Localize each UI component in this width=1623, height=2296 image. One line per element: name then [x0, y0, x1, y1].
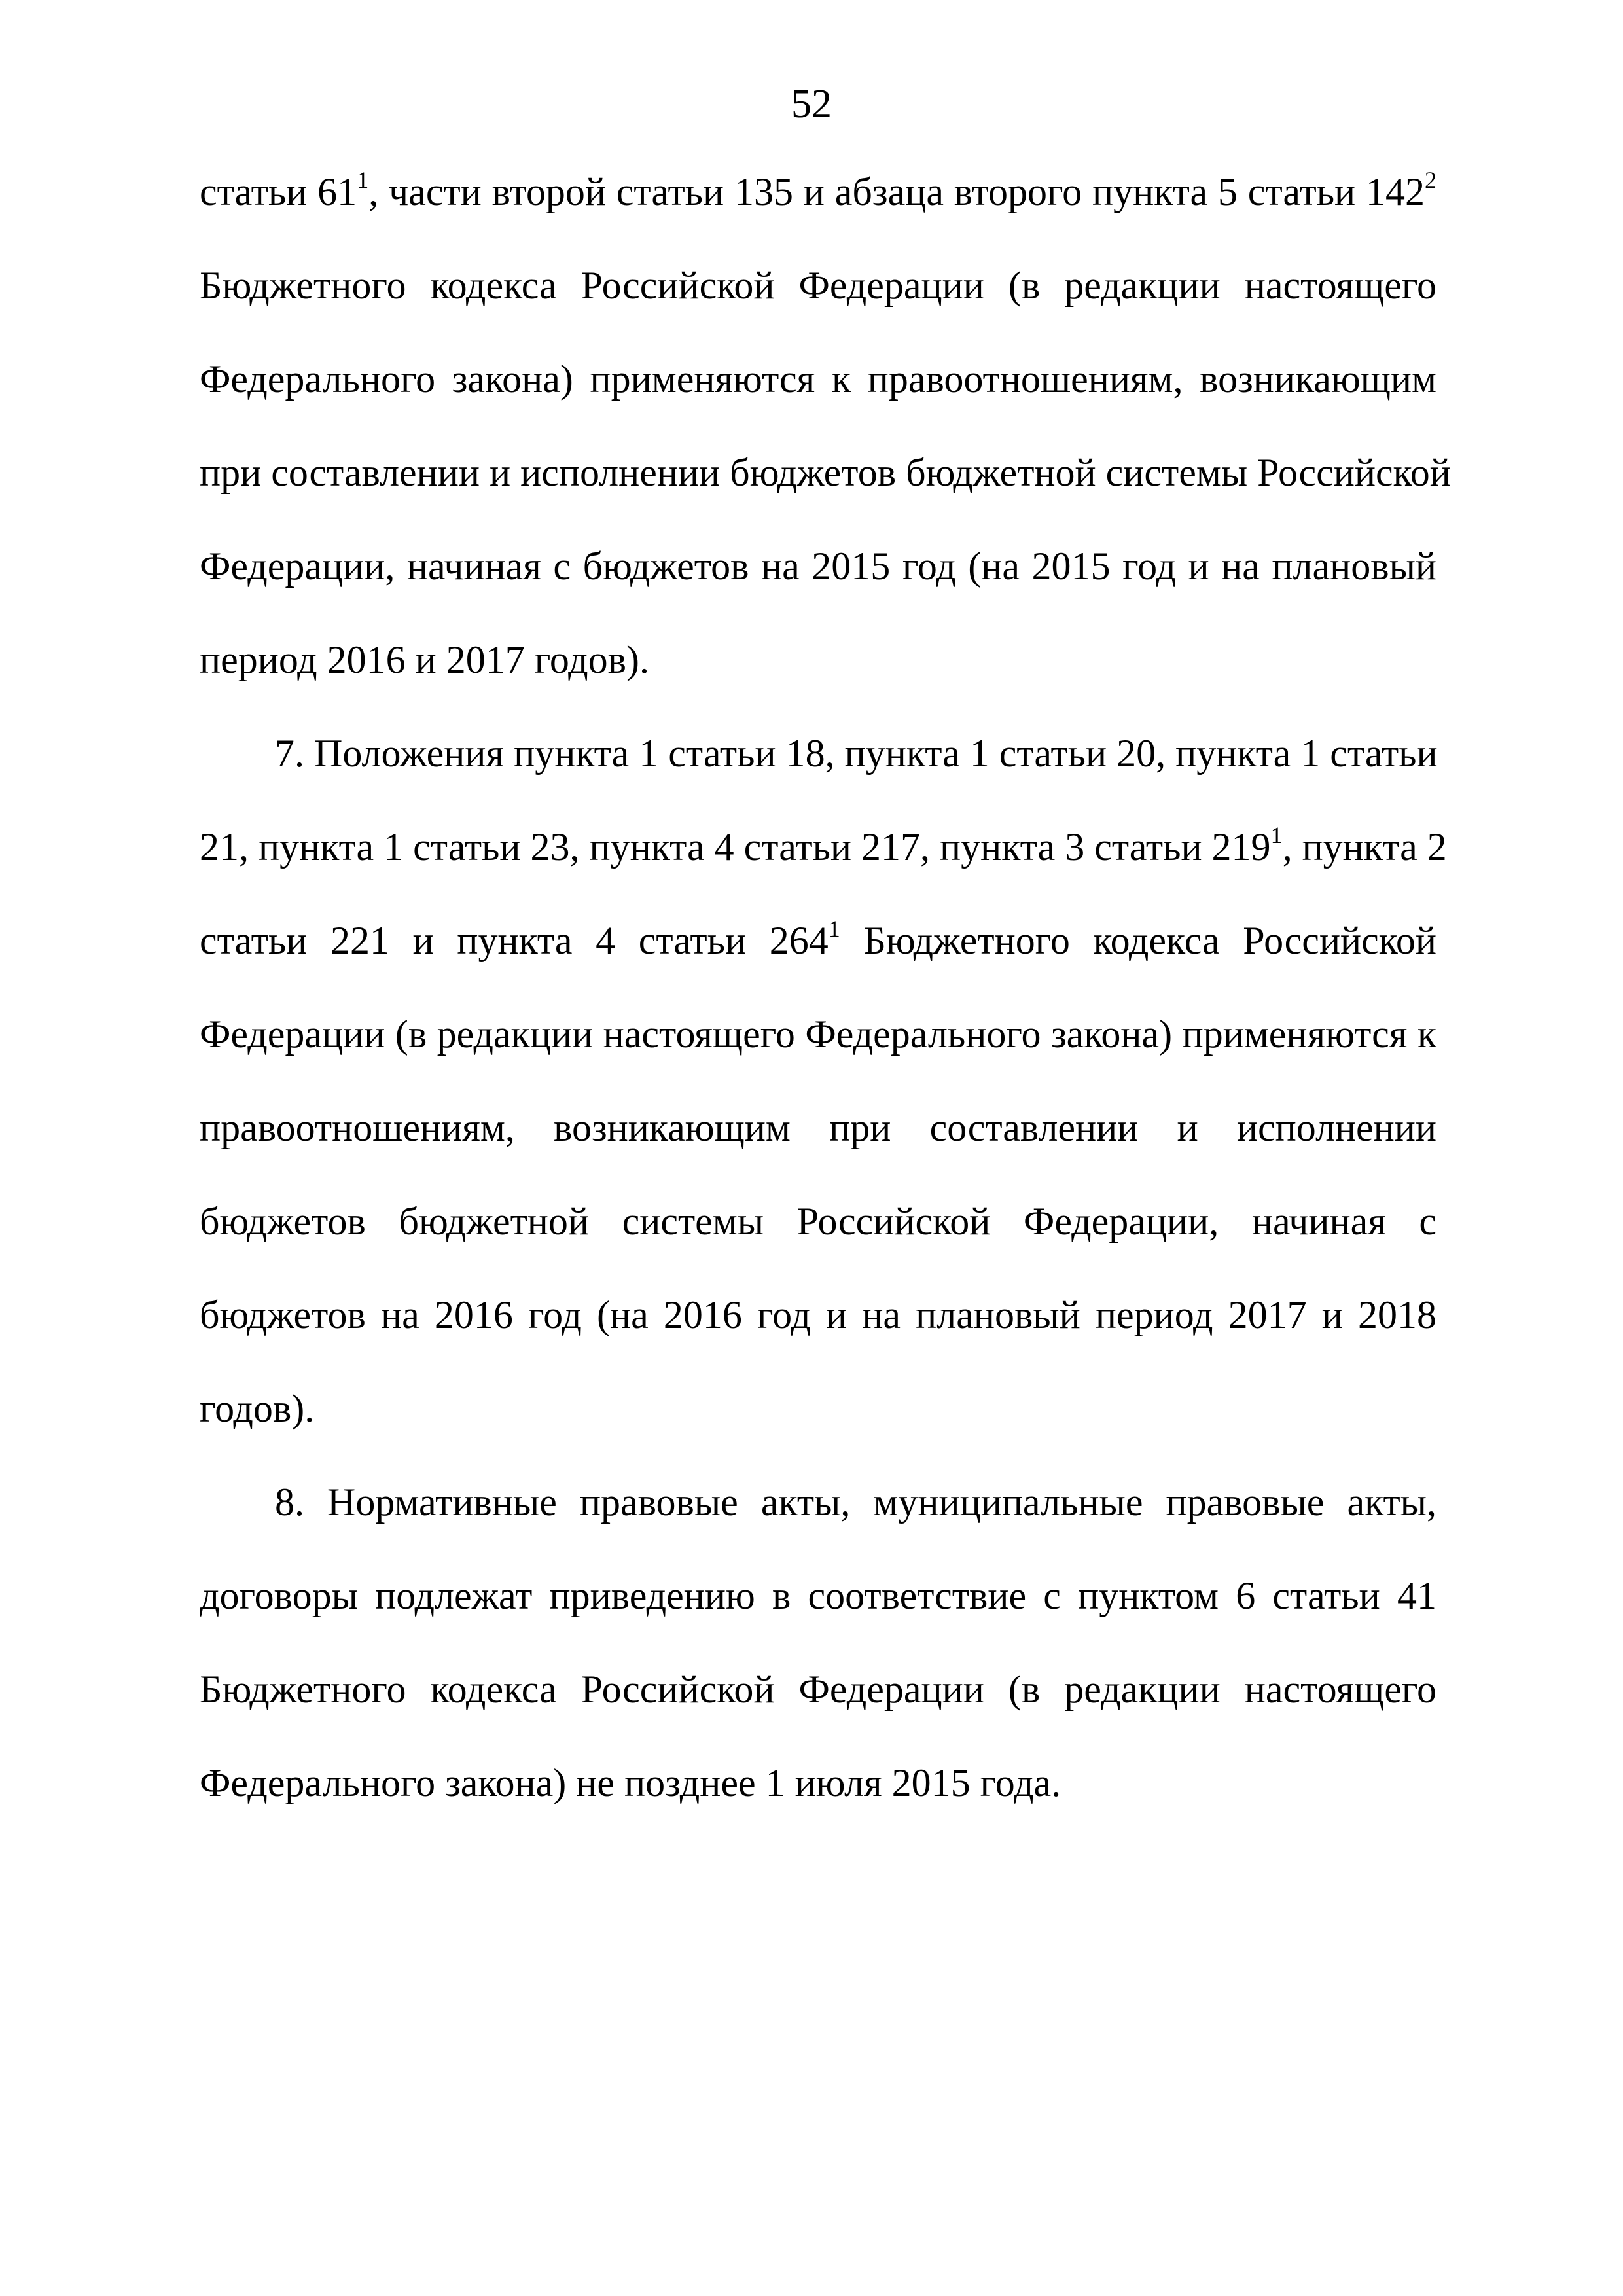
text-line: бюджетов бюджетной системы Российской Федерации, начиная с — [200, 1200, 1436, 1243]
text-line: статьи 221 и пункта 4 статьи $264^1$ Бюджетного кодекса Российской — [200, 916, 1437, 962]
text-line: статьи $61^1$, части второй статьи 135 и абзаца второго пункта 5 статьи $142^2$ — [200, 167, 1436, 213]
text-line: Бюджетного кодекса Российской Федерации (в редакции настоящего — [200, 1668, 1436, 1711]
text-line: Федерации, начиная с бюджетов на 2015 год (на 2015 год и на плановый — [200, 545, 1436, 588]
text-line: договоры подлежат приведению в соответствие с пунктом 6 статьи 41 — [200, 1574, 1436, 1617]
text-line: период 2016 и 2017 годов). — [200, 638, 649, 681]
superscript: 1 — [828, 916, 840, 942]
text-line: Федерального закона) не позднее 1 июля 2015 года. — [200, 1761, 1061, 1804]
text-line: Федерального закона) применяются к правоотношениям, возникающим — [200, 357, 1436, 401]
superscript: 1 — [1270, 822, 1283, 848]
page-number: 52 — [791, 82, 832, 126]
text-line: при составлении и исполнении бюджетов бюджетной системы Российской — [200, 451, 1451, 494]
body-text — [200, 167, 1451, 1855]
paragraph-7-start: 7. Положения пункта 1 статьи 18, пункта 1 статьи 20, пункта 1 статьи — [275, 732, 1438, 775]
text-line: годов). — [200, 1387, 315, 1430]
superscript: 1 — [357, 167, 369, 193]
text-line: 21, пункта 1 статьи 23, пункта 4 статьи 217, пункта 3 статьи $219^1$, пункта 2 — [200, 822, 1447, 869]
text-line: правоотношениям, возникающим при составлении и исполнении — [200, 1106, 1436, 1149]
text-line: бюджетов на 2016 год (на 2016 год и на плановый период 2017 и 2018 — [200, 1293, 1436, 1336]
superscript: 2 — [1425, 167, 1436, 193]
paragraph-8-start: 8. Нормативные правовые акты, муниципальные правовые акты, — [275, 1480, 1436, 1524]
text-line: Федерации (в редакции настоящего Федерального закона) применяются к — [200, 1013, 1436, 1056]
text-line: Бюджетного кодекса Российской Федерации (в редакции настоящего — [200, 264, 1436, 307]
